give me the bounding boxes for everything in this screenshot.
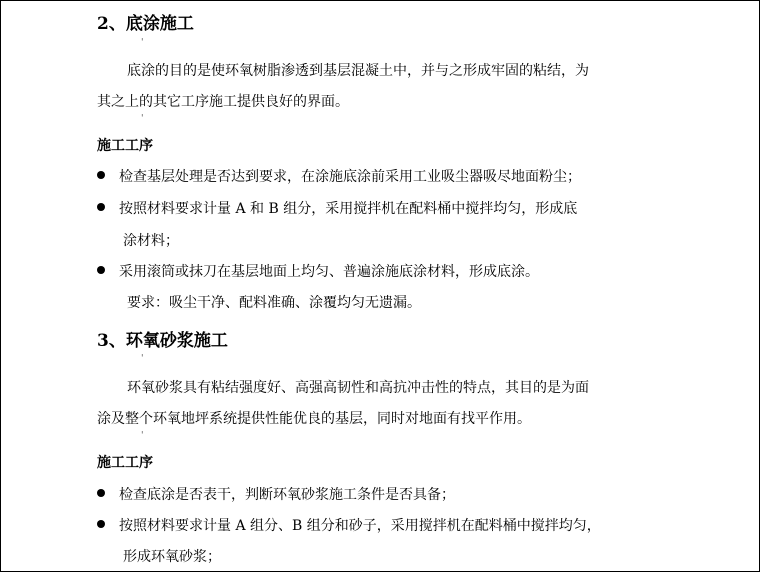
section-2-procedure-title: 施工工序 <box>97 138 153 154</box>
paragraph-mark: ' <box>141 431 144 441</box>
section-2-requirement: 要求：吸尘干净、配料准确、涂覆均匀无遗漏。 <box>127 295 421 311</box>
bullet-text: 按照材料要求计量 A 组分、B 组分和砂子，采用搅拌机在配料桶中搅拌均匀， <box>119 518 601 534</box>
bullet-icon <box>97 203 105 211</box>
bullet-icon <box>97 266 105 274</box>
bullet-text: 检查底涂是否表干，判断环氧砂浆施工条件是否具备； <box>119 487 455 503</box>
section-3-procedure-title: 施工工序 <box>97 455 153 471</box>
section-2-bullet-1 <box>97 166 581 186</box>
bullet-text: 按照材料要求计量 A 和 B 组分，采用搅拌机在配料桶中搅拌均匀，形成底 <box>119 201 578 217</box>
section-2-paragraph-line-1: 底涂的目的是使环氧树脂渗透到基层混凝土中，并与之形成牢固的粘结，为 <box>127 63 589 79</box>
paragraph-mark: ' <box>141 38 144 48</box>
paragraph-mark: ' <box>141 354 144 364</box>
bullet-icon <box>97 171 105 179</box>
section-2-bullet-2 <box>97 198 577 218</box>
section-3-heading: 3、环氧砂浆施工 <box>97 331 228 351</box>
section-3-paragraph-line-1: 环氧砂浆具有粘结强度好、高强高韧性和高抗冲击性的特点，其目的是为面 <box>127 380 589 396</box>
section-2-heading: 2、底涂施工 <box>97 14 194 34</box>
bullet-icon <box>97 520 105 528</box>
section-3-bullet-1 <box>97 484 455 504</box>
section-3-bullet-2 <box>97 515 601 535</box>
section-3-bullet-2-continuation: 形成环氧砂浆； <box>123 549 221 565</box>
section-3-paragraph-line-2: 涂及整个环氧地坪系统提供性能优良的基层，同时对地面有找平作用。 <box>97 411 531 427</box>
bullet-text: 检查基层处理是否达到要求，在涂施底涂前采用工业吸尘器吸尽地面粉尘； <box>119 169 581 185</box>
section-2-paragraph-line-2: 其之上的其它工序施工提供良好的界面。 <box>97 94 349 110</box>
bullet-icon <box>97 489 105 497</box>
bullet-text: 采用滚筒或抹刀在基层地面上均匀、普遍涂施底涂材料，形成底涂。 <box>119 264 539 280</box>
section-2-bullet-3 <box>97 261 539 281</box>
paragraph-mark: ' <box>141 114 144 124</box>
section-2-bullet-2-continuation: 涂材料； <box>123 233 179 249</box>
